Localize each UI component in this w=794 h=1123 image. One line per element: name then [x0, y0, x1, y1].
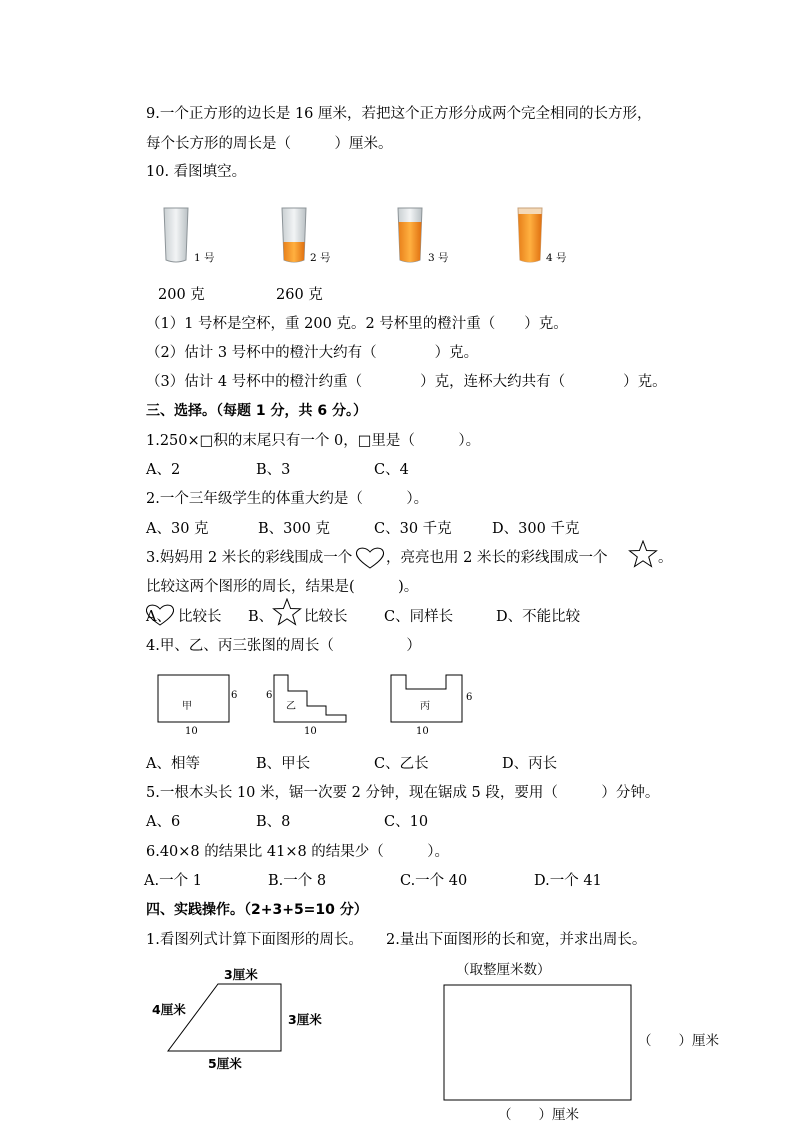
- trapezoid-left-label: 4厘米: [152, 1002, 186, 1017]
- s3-q2-option-d: D、300 千克: [492, 521, 580, 537]
- figure-bing-width: 10: [416, 726, 429, 737]
- cup-3: [398, 208, 422, 262]
- s3-q4-option-b: B、甲长: [256, 756, 311, 772]
- s3-q5-option-b: B、8: [256, 814, 291, 830]
- cup-label-1: 1 号: [194, 252, 215, 264]
- s4-q2-text: 2.量出下面图形的长和宽，并求出周长。: [386, 932, 647, 948]
- s3-q3-option-d: D、不能比较: [496, 609, 581, 625]
- s3-q4-option-c: C、乙长: [374, 756, 429, 772]
- heart-icon: [354, 546, 386, 570]
- cups-figure: [150, 200, 590, 274]
- s3-q3-option-b-prefix: B、: [248, 609, 274, 625]
- s3-q6-text: 6.40×8 的结果比 41×8 的结果少（ ）。: [146, 844, 450, 860]
- figure-jia: [158, 675, 229, 722]
- s3-q1-option-b: B、3: [256, 462, 291, 478]
- figure-bing-label: 丙: [420, 701, 430, 712]
- s3-q3-text2: 比较这两个图形的周长，结果是( )。: [146, 579, 419, 595]
- rect-height-blank: （ ）厘米: [638, 1033, 719, 1049]
- s3-q3-text-c: 。: [658, 550, 673, 566]
- section3-title: 三、选择。（每题 1 分，共 6 分。）: [146, 403, 367, 419]
- q10-sub3: （3）估计 4 号杯中的橙汁约重（ ）克，连杯大约共有（ ）克。: [146, 374, 667, 390]
- q9-line2: 每个长方形的周长是（ ）厘米。: [146, 136, 393, 152]
- cup-label-2: 2 号: [310, 252, 331, 264]
- s3-q3-option-b-suffix: 比较长: [304, 609, 348, 625]
- s3-q2-option-c: C、30 千克: [374, 521, 452, 537]
- figure-yi: [274, 675, 346, 722]
- s3-q1-option-a: A、2: [146, 462, 181, 478]
- cup-label-3: 3 号: [428, 252, 449, 264]
- q9-line1: 9.一个正方形的边长是 16 厘米，若把这个正方形分成两个完全相同的长方形，: [146, 106, 652, 122]
- q10-sub2: （2）估计 3 号杯中的橙汁大约有（ ）克。: [146, 345, 479, 361]
- figure-bing-height: 6: [466, 692, 473, 703]
- cup-4: [518, 208, 542, 262]
- s3-q3-option-c: C、同样长: [384, 609, 454, 625]
- s3-q3-option-a-prefix: A、: [146, 609, 171, 625]
- q10-sub1: （1）1 号杯是空杯，重 200 克。2 号杯里的橙汁重（ ）克。: [146, 316, 568, 332]
- cup-label-4: 4 号: [546, 252, 567, 264]
- trapezoid-bottom-label: 5厘米: [208, 1056, 242, 1071]
- s3-q6-option-c: C.一个 40: [400, 873, 468, 889]
- rectangle-figure: [442, 983, 634, 1103]
- s3-q5-option-a: A、6: [146, 814, 181, 830]
- s3-q1-option-c: C、4: [374, 462, 409, 478]
- figure-jia-label: 甲: [182, 701, 192, 712]
- q10-title: 10. 看图填空。: [146, 164, 247, 180]
- s4-q1-text: 1.看图列式计算下面图形的周长。: [146, 932, 363, 948]
- s3-q5-text: 5.一根木头长 10 米，锯一次要 2 分钟，现在锯成 5 段，要用（ ）分钟。: [146, 785, 660, 801]
- figure-jia-width: 10: [185, 726, 198, 737]
- star-icon: [628, 540, 658, 568]
- star-icon-option: [272, 598, 302, 626]
- s3-q1-text: 1.250×□积的末尾只有一个 0，□里是（ ）。: [146, 433, 481, 449]
- figure-jia-height: 6: [231, 690, 238, 701]
- rect-width-blank: （ ）厘米: [498, 1107, 579, 1123]
- cups-illustration: [150, 200, 590, 270]
- section4-title: 四、实践操作。（2+3+5=10 分）: [146, 902, 368, 918]
- s3-q3-option-a-suffix: 比较长: [178, 609, 222, 625]
- s3-q2-option-a: A、30 克: [146, 521, 209, 537]
- cup1-weight: 200 克: [158, 287, 205, 303]
- heart-icon-option: [144, 602, 176, 628]
- s3-q2-text: 2.一个三年级学生的体重大约是（ ）。: [146, 491, 429, 507]
- s3-q5-option-c: C、10: [384, 814, 429, 830]
- cup-2: [282, 208, 306, 262]
- figure-yi-width: 10: [304, 726, 317, 737]
- s3-q6-option-d: D.一个 41: [534, 873, 602, 889]
- trapezoid-right-label: 3厘米: [288, 1012, 322, 1027]
- s3-q2-option-b: B、300 克: [258, 521, 330, 537]
- s3-q3-text-b: ，亮亮也用 2 米长的彩线围成一个: [386, 550, 608, 566]
- s3-q4-option-d: D、丙长: [502, 756, 558, 772]
- s3-q3-text-a: 3.妈妈用 2 米长的彩线围成一个: [146, 550, 353, 566]
- s3-q4-text: 4.甲、乙、丙三张图的周长（ ）: [146, 638, 421, 654]
- s3-q6-option-a: A.一个 1: [144, 873, 202, 889]
- rect-note: （取整厘米数）: [456, 962, 551, 978]
- s3-q6-option-b: B.一个 8: [268, 873, 327, 889]
- figure-yi-height: 6: [266, 690, 273, 701]
- trapezoid-top-label: 3厘米: [224, 967, 258, 982]
- cup-1: [164, 208, 188, 262]
- s3-q4-option-a: A、相等: [146, 756, 200, 772]
- cup2-weight: 260 克: [276, 287, 323, 303]
- figure-yi-label: 乙: [286, 701, 296, 712]
